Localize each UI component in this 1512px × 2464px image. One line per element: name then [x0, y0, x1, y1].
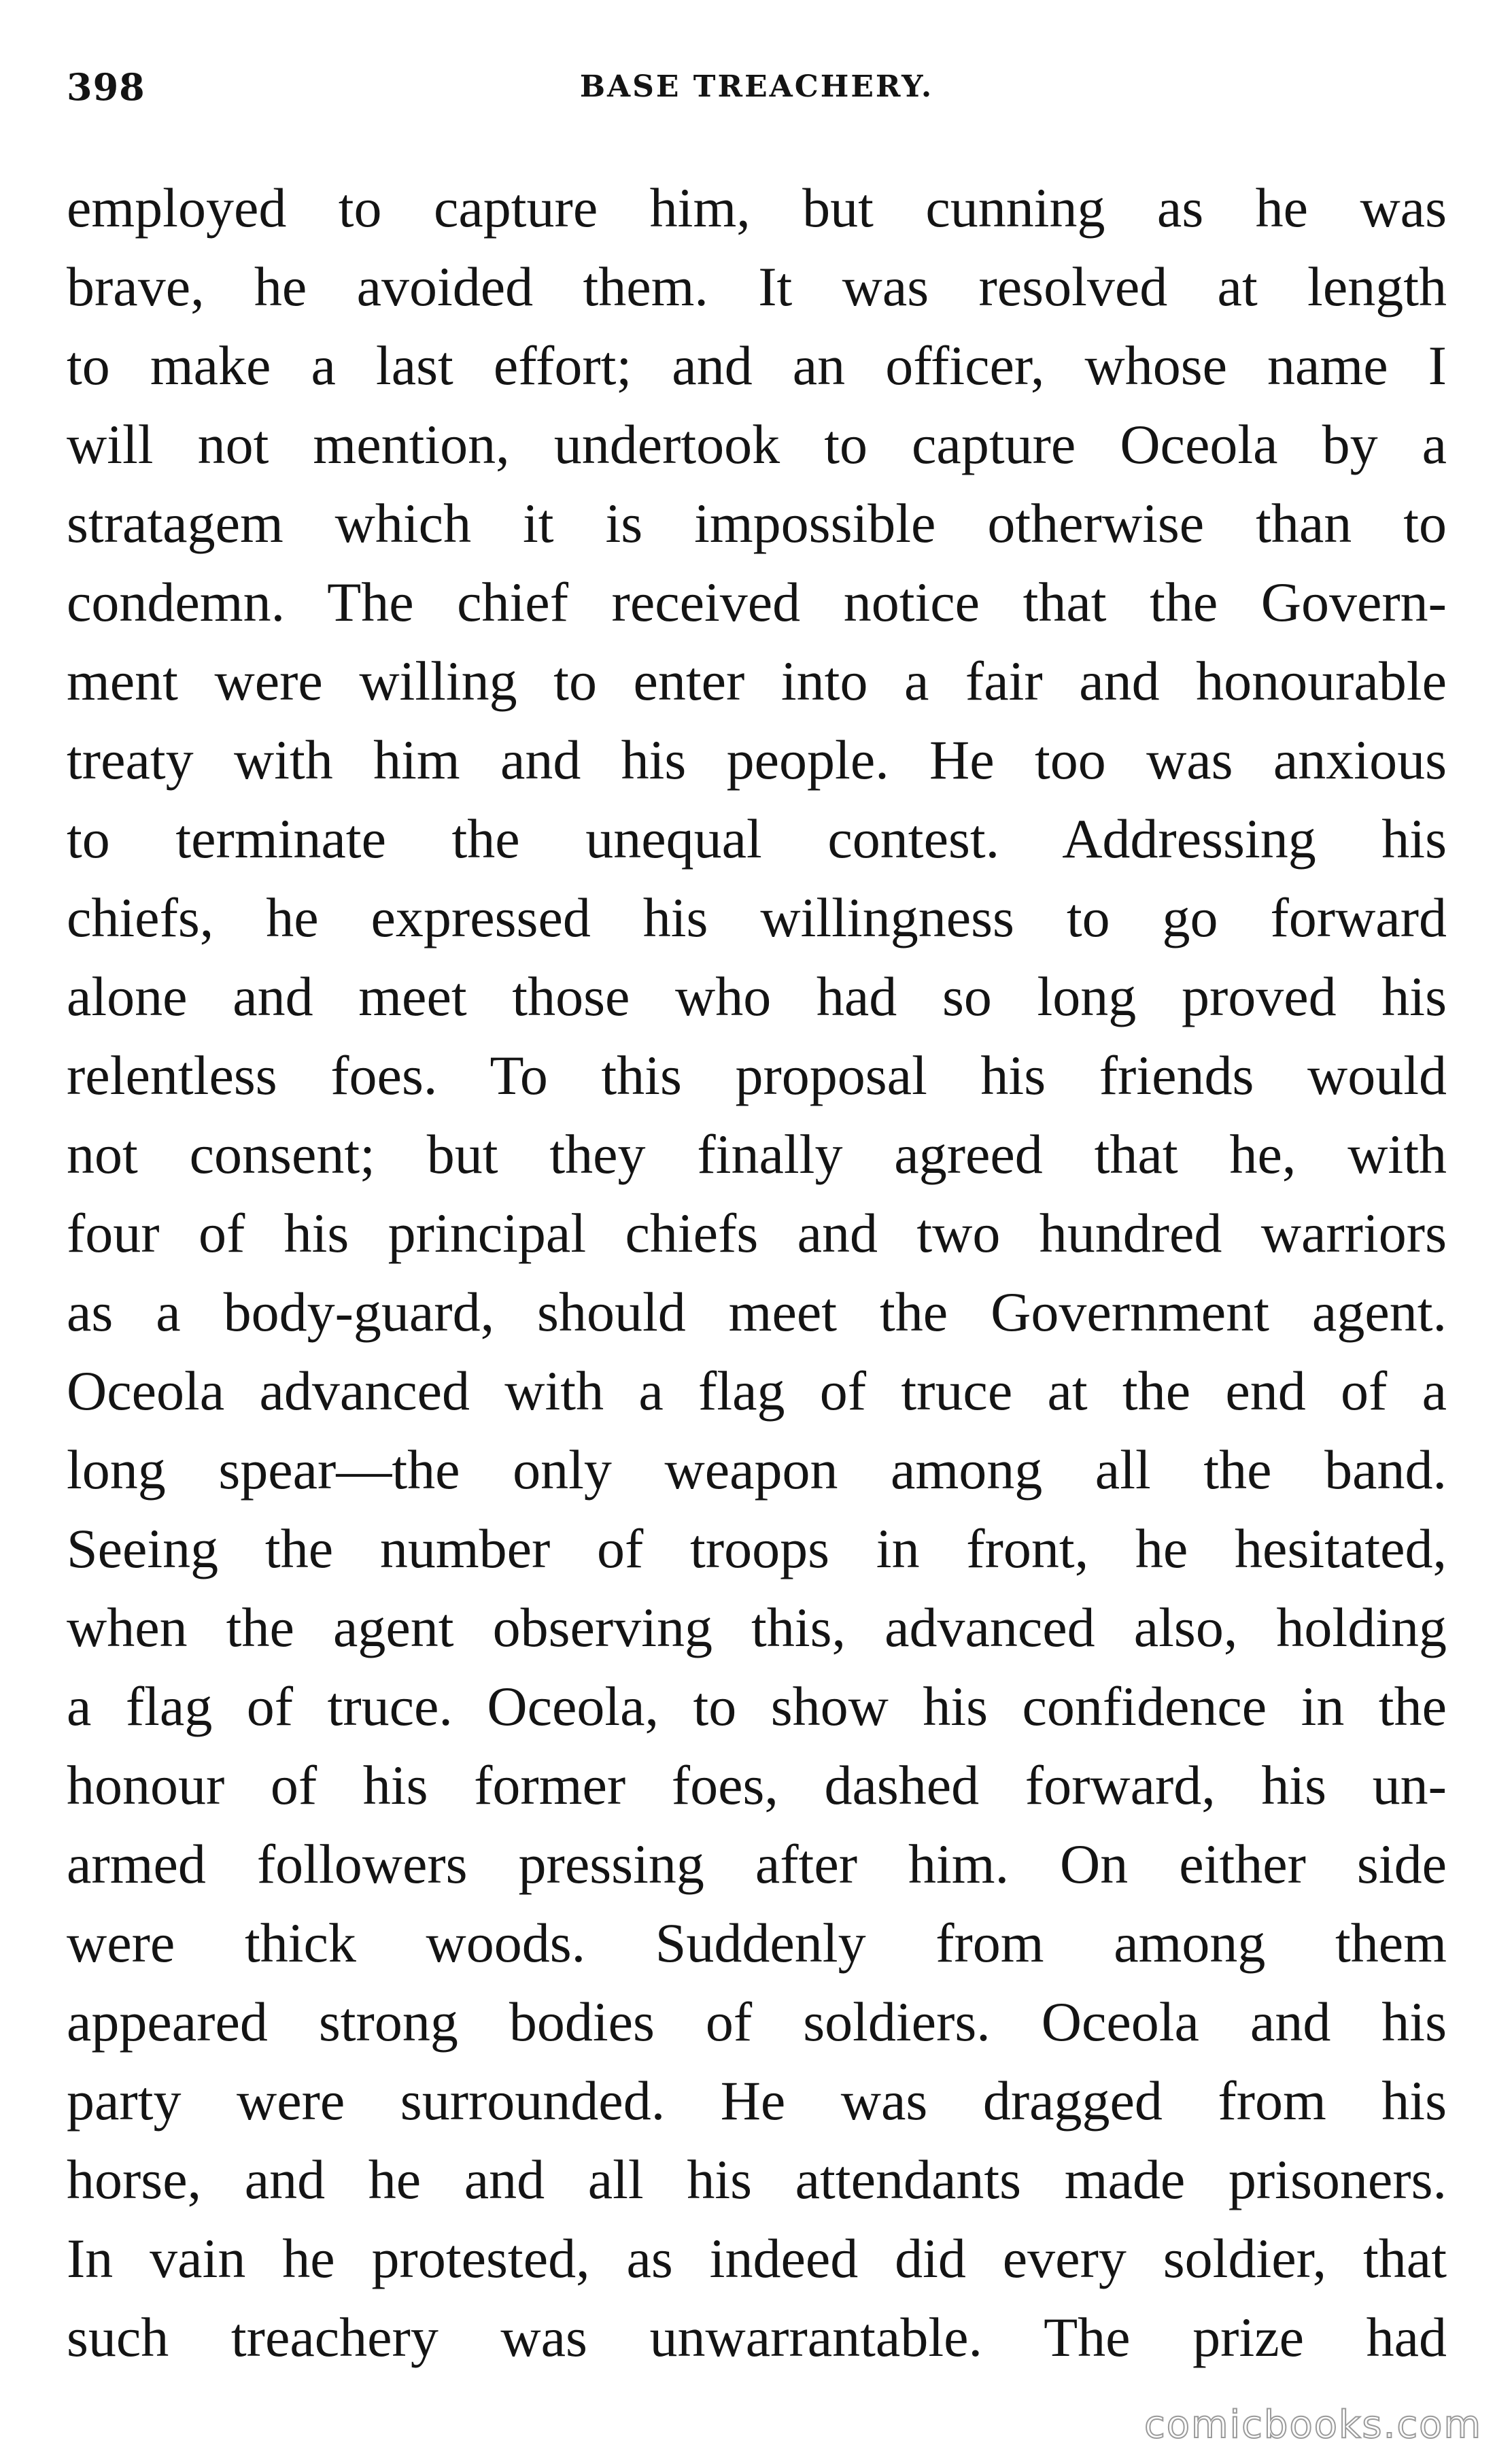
text-line-15: as a body-guard, should meet the Government agent.: [67, 1281, 1447, 1343]
text-line-28: such treachery was unwarrantable. The prize had: [67, 2306, 1447, 2368]
text-line-13: not consent; but they finally agreed that he, with: [67, 1123, 1447, 1185]
text-line-21: honour of his former foes, dashed forward, his un-: [67, 1754, 1447, 1816]
text-line-6: condemn. The chief received notice that the Govern-: [67, 571, 1447, 633]
text-line-27: In vain he protested, as indeed did every soldier, that: [67, 2227, 1447, 2289]
text-line-2: brave, he avoided them. It was resolved at length: [67, 256, 1447, 318]
text-line-11: alone and meet those who had so long proved his: [67, 965, 1447, 1027]
page-number: 398: [67, 65, 145, 109]
text-line-16: Oceola advanced with a flag of truce at the end of a: [67, 1360, 1447, 1422]
text-line-9: to terminate the unequal contest. Addressing his: [67, 808, 1447, 870]
text-line-14: four of his principal chiefs and two hundred warriors: [67, 1202, 1447, 1264]
text-line-10: chiefs, he expressed his willingness to go forward: [67, 887, 1447, 948]
text-line-24: appeared strong bodies of soldiers. Oceola and his: [67, 1991, 1447, 2053]
text-line-17: long spear—the only weapon among all the band.: [67, 1439, 1447, 1501]
text-line-19: when the agent observing this, advanced also, holding: [67, 1596, 1447, 1658]
text-line-22: armed followers pressing after him. On either side: [67, 1833, 1447, 1895]
text-line-12: relentless foes. To this proposal his friends would: [67, 1044, 1447, 1106]
text-line-3: to make a last effort; and an officer, whose name I: [67, 335, 1447, 396]
text-line-1: employed to capture him, but cunning as he was: [67, 177, 1447, 239]
text-line-8: treaty with him and his people. He too was anxious: [67, 729, 1447, 791]
running-head: [67, 60, 1447, 114]
text-line-20: a flag of truce. Oceola, to show his confidence in the: [67, 1675, 1447, 1737]
text-line-26: horse, and he and all his attendants made prisoners.: [67, 2149, 1447, 2210]
text-line-5: stratagem which it is impossible otherwise than to: [67, 492, 1447, 554]
text-line-4: will not mention, undertook to capture Oceola by a: [67, 413, 1447, 475]
running-title: BASE TREACHERY.: [579, 69, 934, 104]
watermark: comicbooks.com: [1144, 2403, 1482, 2447]
text-line-23: were thick woods. Suddenly from among them: [67, 1912, 1447, 1974]
text-line-18: Seeing the number of troops in front, he hesitated,: [67, 1518, 1447, 1579]
text-line-7: ment were willing to enter into a fair and honourable: [67, 650, 1447, 712]
body-text: [67, 169, 1447, 2377]
text-line-25: party were surrounded. He was dragged from his: [67, 2070, 1447, 2132]
